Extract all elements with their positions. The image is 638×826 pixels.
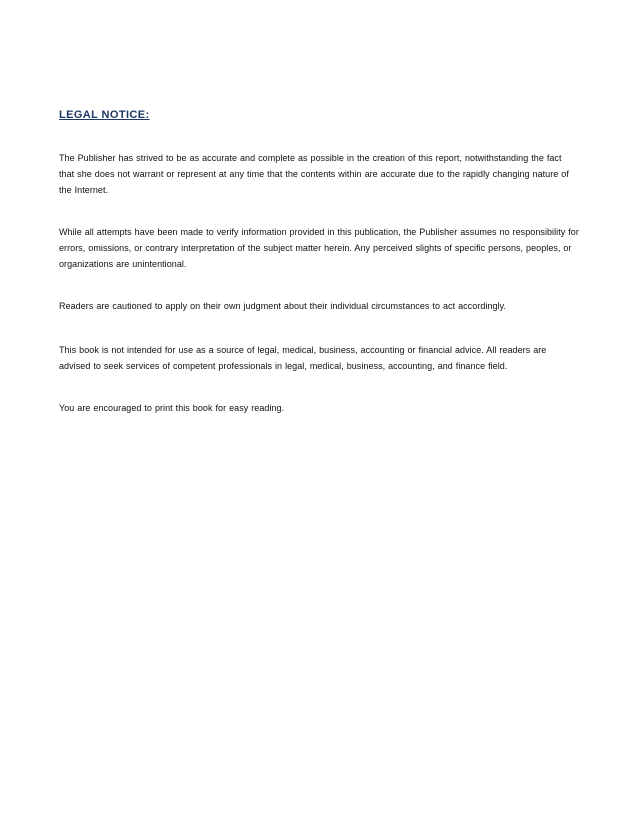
legal-notice-title: LEGAL NOTICE: — [59, 109, 150, 121]
paragraph-print-encouragement: You are encouraged to print this book for easy reading. — [59, 403, 285, 413]
legal-notice-section — [59, 108, 579, 444]
paragraph-accuracy: The Publisher has strived to be as accurate and complete as possible in the creation of this report, notwithstanding the fact that she does not warrant or represent at any time that the contents within are accurate due to the rapidly changing nature of the Internet. — [59, 153, 569, 195]
paragraph-caution: Readers are cautioned to apply on their own judgment about their individual circumstances to act accordingly. — [59, 301, 507, 311]
paragraph-advice-disclaimer: This book is not intended for use as a source of legal, medical, business, accounting or financial advice. All readers are advised to seek services of competent professionals in legal, medical, business, accounting, and finance field. — [59, 345, 547, 371]
paragraph-responsibility: While all attempts have been made to verify information provided in this publication, the Publisher assumes no responsibility for errors, omissions, or contrary interpretation of the subject matter herein. Any perceived slights of specific persons, peoples, or organizations are unintentional. — [59, 227, 579, 269]
